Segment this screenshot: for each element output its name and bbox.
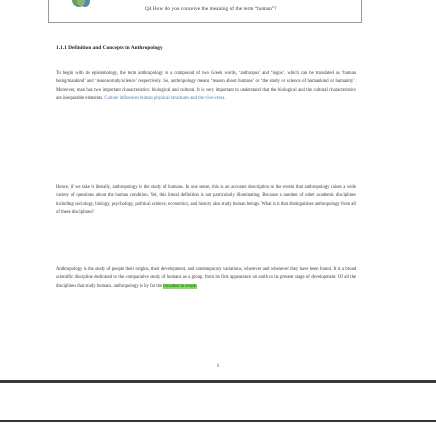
paragraph-definition <box>56 70 356 104</box>
question-callout <box>48 0 362 23</box>
page-number: 1 <box>216 363 220 369</box>
lightbulb-icon <box>69 0 93 10</box>
paragraph-text: Hence, if we take it literally, anthropology is the study of humans. In one sense, this is an accurate description to the extent that anthropology raises a wide variety of questions about the human condition. Yet, this literal definition is not particularly illuminating. Because a number of other academic disciplines including sociology, biology, psychology, political science, economics, and history also study human beings. What is it that distinguishes anthropology from all of these disciplines? <box>56 185 356 216</box>
blue-highlighted-text: Culture influences human physical structures and the vice-versa. <box>104 96 226 102</box>
page-divider-bottom <box>0 420 436 422</box>
paragraph-text: To begin with its epistemology, the term anthropology is a compound of two Greek words, ‘anthropos’ and ‘logos’, which can be translated as ‘human being/mankind’ and ‘reason/study/science’ respectively. So, anthropology means ‘reason about humans’ or ‘the study or science of humankind or humanity’. Moreover, man has two important characteristics: biological and cultural. It is very important to understand that the biological and the cultural characteristics are inseparable elements. <box>56 71 356 102</box>
page-divider <box>0 380 436 383</box>
paragraph-literal-meaning <box>56 184 356 218</box>
paragraph-text: Anthropology is the study of people their origins, their development, and contemporary variations, wherever and whenever they have been found. It is a broad scientific discipline dedicated to the comparative study of humans as a group, from its first appearance on earth to its present stage of development. Of all the disciplines that study humans, anthropology is by far the <box>56 267 356 289</box>
section-heading: 1.1.1 Definition and Concepts in Anthropology <box>56 45 163 51</box>
paragraph-scope <box>56 266 356 291</box>
question-text: Q4 How do you conceive the meaning of the term “human”? <box>145 6 277 12</box>
green-highlighted-text: broadest in scope. <box>163 283 197 289</box>
